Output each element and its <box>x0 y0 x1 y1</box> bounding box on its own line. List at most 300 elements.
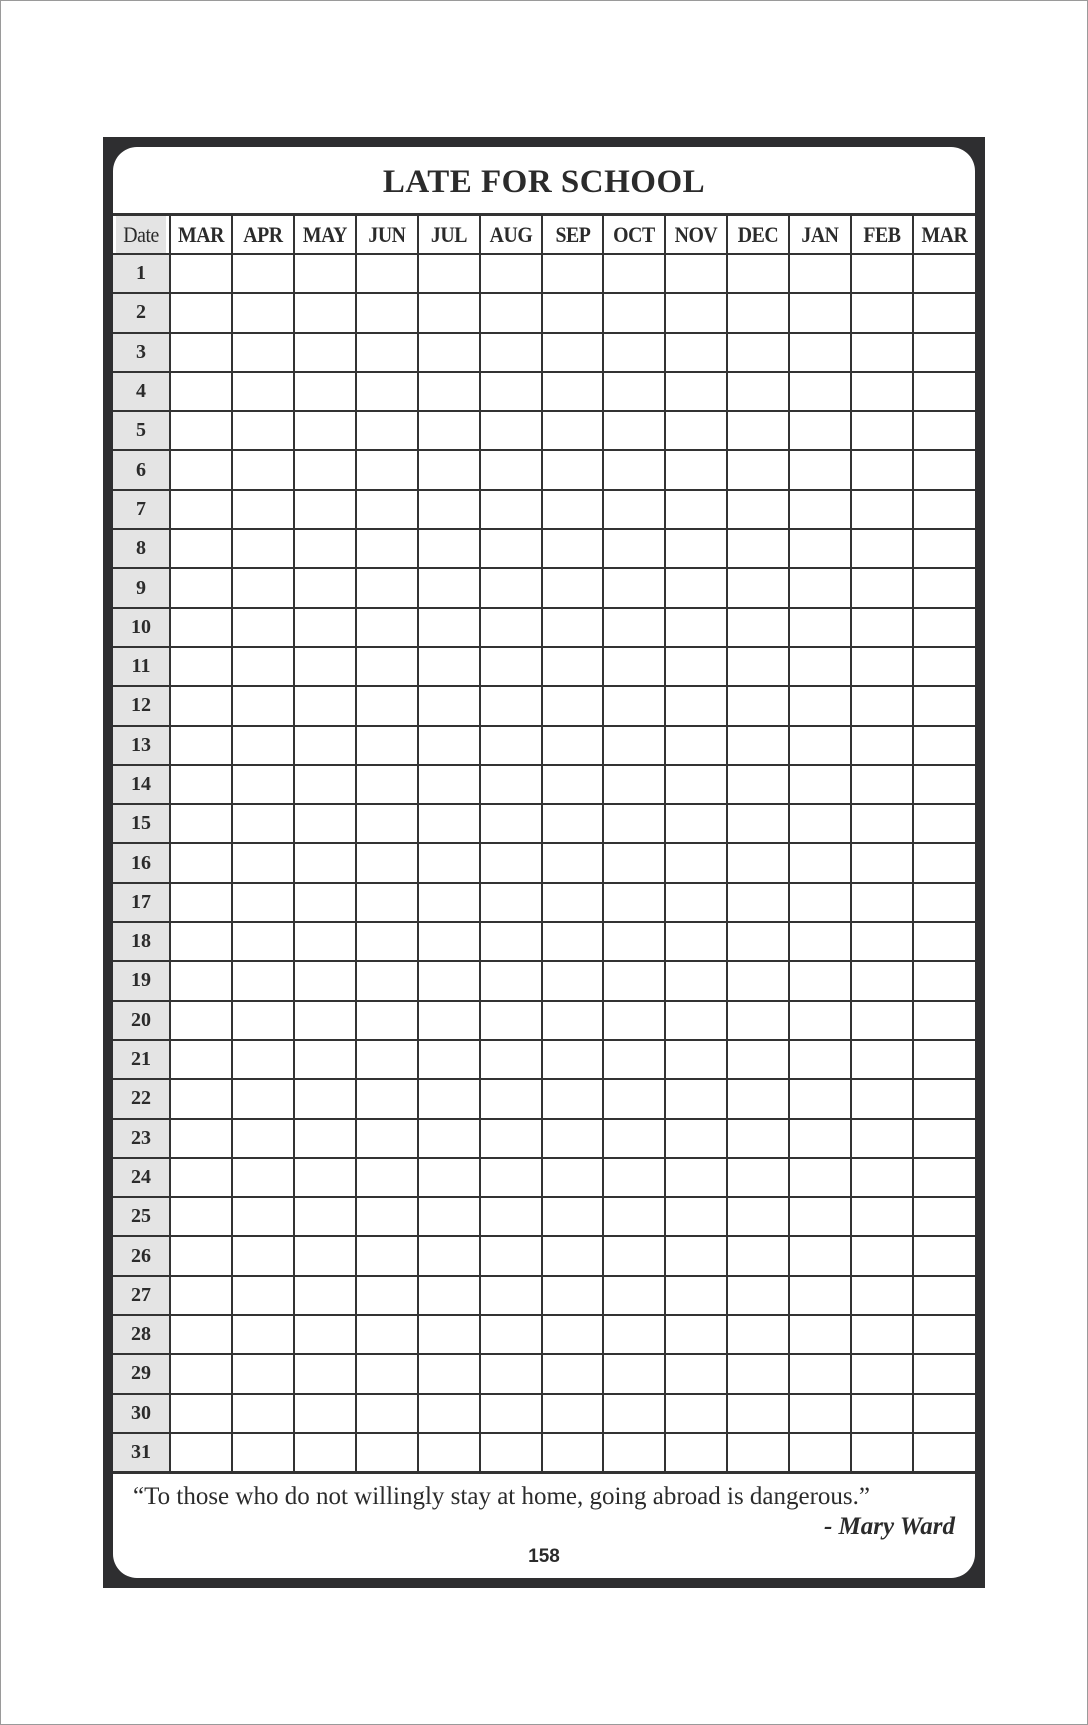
entry-cell[interactable] <box>480 843 542 882</box>
entry-cell[interactable] <box>480 333 542 372</box>
entry-cell[interactable] <box>913 1197 975 1236</box>
entry-cell[interactable] <box>170 765 232 804</box>
entry-cell[interactable] <box>913 333 975 372</box>
entry-cell[interactable] <box>356 450 418 489</box>
entry-cell[interactable] <box>665 883 727 922</box>
entry-cell[interactable] <box>170 1158 232 1197</box>
entry-cell[interactable] <box>727 411 789 450</box>
entry-cell[interactable] <box>232 490 294 529</box>
entry-cell[interactable] <box>294 1236 356 1275</box>
entry-cell[interactable] <box>294 961 356 1000</box>
entry-cell[interactable] <box>913 450 975 489</box>
entry-cell[interactable] <box>356 1433 418 1473</box>
entry-cell[interactable] <box>727 1433 789 1473</box>
entry-cell[interactable] <box>665 1236 727 1275</box>
entry-cell[interactable] <box>851 372 913 411</box>
entry-cell[interactable] <box>418 1236 480 1275</box>
entry-cell[interactable] <box>727 726 789 765</box>
entry-cell[interactable] <box>542 529 604 568</box>
entry-cell[interactable] <box>542 1394 604 1433</box>
entry-cell[interactable] <box>913 922 975 961</box>
entry-cell[interactable] <box>356 1315 418 1354</box>
entry-cell[interactable] <box>603 804 665 843</box>
entry-cell[interactable] <box>789 450 851 489</box>
entry-cell[interactable] <box>851 647 913 686</box>
entry-cell[interactable] <box>603 490 665 529</box>
entry-cell[interactable] <box>851 961 913 1000</box>
entry-cell[interactable] <box>603 1158 665 1197</box>
entry-cell[interactable] <box>913 1276 975 1315</box>
entry-cell[interactable] <box>294 1197 356 1236</box>
entry-cell[interactable] <box>665 765 727 804</box>
entry-cell[interactable] <box>480 608 542 647</box>
entry-cell[interactable] <box>542 1354 604 1393</box>
entry-cell[interactable] <box>356 568 418 607</box>
entry-cell[interactable] <box>913 1315 975 1354</box>
entry-cell[interactable] <box>480 647 542 686</box>
entry-cell[interactable] <box>727 254 789 293</box>
entry-cell[interactable] <box>480 686 542 725</box>
entry-cell[interactable] <box>542 1197 604 1236</box>
entry-cell[interactable] <box>294 1276 356 1315</box>
entry-cell[interactable] <box>294 1315 356 1354</box>
entry-cell[interactable] <box>294 1040 356 1079</box>
entry-cell[interactable] <box>913 686 975 725</box>
entry-cell[interactable] <box>170 608 232 647</box>
entry-cell[interactable] <box>851 765 913 804</box>
entry-cell[interactable] <box>418 843 480 882</box>
entry-cell[interactable] <box>603 1197 665 1236</box>
entry-cell[interactable] <box>232 1394 294 1433</box>
entry-cell[interactable] <box>232 254 294 293</box>
entry-cell[interactable] <box>727 961 789 1000</box>
entry-cell[interactable] <box>603 293 665 332</box>
entry-cell[interactable] <box>232 1197 294 1236</box>
entry-cell[interactable] <box>418 1394 480 1433</box>
entry-cell[interactable] <box>356 1354 418 1393</box>
entry-cell[interactable] <box>727 490 789 529</box>
entry-cell[interactable] <box>232 333 294 372</box>
entry-cell[interactable] <box>665 804 727 843</box>
entry-cell[interactable] <box>294 765 356 804</box>
entry-cell[interactable] <box>356 372 418 411</box>
entry-cell[interactable] <box>913 647 975 686</box>
entry-cell[interactable] <box>232 1433 294 1473</box>
entry-cell[interactable] <box>851 568 913 607</box>
entry-cell[interactable] <box>913 1001 975 1040</box>
entry-cell[interactable] <box>665 1001 727 1040</box>
entry-cell[interactable] <box>603 1354 665 1393</box>
entry-cell[interactable] <box>727 1276 789 1315</box>
entry-cell[interactable] <box>913 1158 975 1197</box>
entry-cell[interactable] <box>851 1079 913 1118</box>
entry-cell[interactable] <box>603 254 665 293</box>
entry-cell[interactable] <box>418 372 480 411</box>
entry-cell[interactable] <box>727 1197 789 1236</box>
entry-cell[interactable] <box>356 686 418 725</box>
entry-cell[interactable] <box>913 1079 975 1118</box>
entry-cell[interactable] <box>542 254 604 293</box>
entry-cell[interactable] <box>356 1197 418 1236</box>
entry-cell[interactable] <box>789 804 851 843</box>
entry-cell[interactable] <box>789 686 851 725</box>
entry-cell[interactable] <box>665 490 727 529</box>
entry-cell[interactable] <box>727 647 789 686</box>
entry-cell[interactable] <box>232 1236 294 1275</box>
entry-cell[interactable] <box>665 1197 727 1236</box>
entry-cell[interactable] <box>542 1001 604 1040</box>
entry-cell[interactable] <box>294 726 356 765</box>
entry-cell[interactable] <box>418 726 480 765</box>
entry-cell[interactable] <box>913 1433 975 1473</box>
entry-cell[interactable] <box>356 529 418 568</box>
entry-cell[interactable] <box>232 293 294 332</box>
entry-cell[interactable] <box>294 922 356 961</box>
entry-cell[interactable] <box>727 293 789 332</box>
entry-cell[interactable] <box>294 333 356 372</box>
entry-cell[interactable] <box>603 883 665 922</box>
entry-cell[interactable] <box>480 490 542 529</box>
entry-cell[interactable] <box>232 883 294 922</box>
entry-cell[interactable] <box>603 686 665 725</box>
entry-cell[interactable] <box>480 1276 542 1315</box>
entry-cell[interactable] <box>170 1433 232 1473</box>
entry-cell[interactable] <box>480 922 542 961</box>
entry-cell[interactable] <box>727 608 789 647</box>
entry-cell[interactable] <box>170 293 232 332</box>
entry-cell[interactable] <box>665 568 727 607</box>
entry-cell[interactable] <box>356 961 418 1000</box>
entry-cell[interactable] <box>665 961 727 1000</box>
entry-cell[interactable] <box>542 686 604 725</box>
entry-cell[interactable] <box>418 961 480 1000</box>
entry-cell[interactable] <box>542 1079 604 1118</box>
entry-cell[interactable] <box>913 372 975 411</box>
entry-cell[interactable] <box>542 1158 604 1197</box>
entry-cell[interactable] <box>418 450 480 489</box>
entry-cell[interactable] <box>294 1158 356 1197</box>
entry-cell[interactable] <box>851 411 913 450</box>
entry-cell[interactable] <box>789 883 851 922</box>
entry-cell[interactable] <box>232 411 294 450</box>
entry-cell[interactable] <box>789 1158 851 1197</box>
entry-cell[interactable] <box>232 568 294 607</box>
entry-cell[interactable] <box>603 1119 665 1158</box>
entry-cell[interactable] <box>789 765 851 804</box>
entry-cell[interactable] <box>789 1276 851 1315</box>
entry-cell[interactable] <box>294 1079 356 1118</box>
entry-cell[interactable] <box>418 1315 480 1354</box>
entry-cell[interactable] <box>480 411 542 450</box>
entry-cell[interactable] <box>665 1433 727 1473</box>
entry-cell[interactable] <box>418 293 480 332</box>
entry-cell[interactable] <box>356 1158 418 1197</box>
entry-cell[interactable] <box>727 372 789 411</box>
entry-cell[interactable] <box>170 686 232 725</box>
entry-cell[interactable] <box>603 843 665 882</box>
entry-cell[interactable] <box>294 647 356 686</box>
entry-cell[interactable] <box>542 1315 604 1354</box>
entry-cell[interactable] <box>789 372 851 411</box>
entry-cell[interactable] <box>851 1197 913 1236</box>
entry-cell[interactable] <box>727 1040 789 1079</box>
entry-cell[interactable] <box>480 1001 542 1040</box>
entry-cell[interactable] <box>170 1276 232 1315</box>
entry-cell[interactable] <box>913 1040 975 1079</box>
entry-cell[interactable] <box>170 1394 232 1433</box>
entry-cell[interactable] <box>665 411 727 450</box>
entry-cell[interactable] <box>294 843 356 882</box>
entry-cell[interactable] <box>418 1354 480 1393</box>
entry-cell[interactable] <box>603 372 665 411</box>
entry-cell[interactable] <box>913 293 975 332</box>
entry-cell[interactable] <box>851 1315 913 1354</box>
entry-cell[interactable] <box>356 1079 418 1118</box>
entry-cell[interactable] <box>356 490 418 529</box>
entry-cell[interactable] <box>418 804 480 843</box>
entry-cell[interactable] <box>603 1394 665 1433</box>
entry-cell[interactable] <box>170 1197 232 1236</box>
entry-cell[interactable] <box>913 1354 975 1393</box>
entry-cell[interactable] <box>603 961 665 1000</box>
entry-cell[interactable] <box>542 647 604 686</box>
entry-cell[interactable] <box>851 922 913 961</box>
entry-cell[interactable] <box>603 568 665 607</box>
entry-cell[interactable] <box>418 1158 480 1197</box>
entry-cell[interactable] <box>727 883 789 922</box>
entry-cell[interactable] <box>913 1394 975 1433</box>
entry-cell[interactable] <box>294 529 356 568</box>
entry-cell[interactable] <box>170 529 232 568</box>
entry-cell[interactable] <box>418 1276 480 1315</box>
entry-cell[interactable] <box>232 608 294 647</box>
entry-cell[interactable] <box>294 883 356 922</box>
entry-cell[interactable] <box>789 1433 851 1473</box>
entry-cell[interactable] <box>170 411 232 450</box>
entry-cell[interactable] <box>851 1001 913 1040</box>
entry-cell[interactable] <box>665 1079 727 1118</box>
entry-cell[interactable] <box>480 1236 542 1275</box>
entry-cell[interactable] <box>542 726 604 765</box>
entry-cell[interactable] <box>356 883 418 922</box>
entry-cell[interactable] <box>789 293 851 332</box>
entry-cell[interactable] <box>542 608 604 647</box>
entry-cell[interactable] <box>789 1394 851 1433</box>
entry-cell[interactable] <box>356 804 418 843</box>
entry-cell[interactable] <box>789 1197 851 1236</box>
entry-cell[interactable] <box>665 293 727 332</box>
entry-cell[interactable] <box>294 293 356 332</box>
entry-cell[interactable] <box>603 1079 665 1118</box>
entry-cell[interactable] <box>665 922 727 961</box>
entry-cell[interactable] <box>170 1040 232 1079</box>
entry-cell[interactable] <box>480 961 542 1000</box>
entry-cell[interactable] <box>294 1394 356 1433</box>
entry-cell[interactable] <box>542 333 604 372</box>
entry-cell[interactable] <box>294 568 356 607</box>
entry-cell[interactable] <box>789 568 851 607</box>
entry-cell[interactable] <box>232 1119 294 1158</box>
entry-cell[interactable] <box>789 529 851 568</box>
entry-cell[interactable] <box>232 1001 294 1040</box>
entry-cell[interactable] <box>851 490 913 529</box>
entry-cell[interactable] <box>789 726 851 765</box>
entry-cell[interactable] <box>356 1040 418 1079</box>
entry-cell[interactable] <box>851 1354 913 1393</box>
entry-cell[interactable] <box>851 1394 913 1433</box>
entry-cell[interactable] <box>727 529 789 568</box>
entry-cell[interactable] <box>418 883 480 922</box>
entry-cell[interactable] <box>356 608 418 647</box>
entry-cell[interactable] <box>727 1001 789 1040</box>
entry-cell[interactable] <box>913 883 975 922</box>
entry-cell[interactable] <box>542 1119 604 1158</box>
entry-cell[interactable] <box>727 922 789 961</box>
entry-cell[interactable] <box>789 1354 851 1393</box>
entry-cell[interactable] <box>480 1040 542 1079</box>
entry-cell[interactable] <box>232 961 294 1000</box>
entry-cell[interactable] <box>789 1236 851 1275</box>
entry-cell[interactable] <box>480 1394 542 1433</box>
entry-cell[interactable] <box>851 529 913 568</box>
entry-cell[interactable] <box>851 726 913 765</box>
entry-cell[interactable] <box>232 765 294 804</box>
entry-cell[interactable] <box>789 411 851 450</box>
entry-cell[interactable] <box>480 293 542 332</box>
entry-cell[interactable] <box>418 411 480 450</box>
entry-cell[interactable] <box>542 1276 604 1315</box>
entry-cell[interactable] <box>665 1315 727 1354</box>
entry-cell[interactable] <box>418 1433 480 1473</box>
entry-cell[interactable] <box>789 922 851 961</box>
entry-cell[interactable] <box>418 1197 480 1236</box>
entry-cell[interactable] <box>170 490 232 529</box>
entry-cell[interactable] <box>480 450 542 489</box>
entry-cell[interactable] <box>542 293 604 332</box>
entry-cell[interactable] <box>170 883 232 922</box>
entry-cell[interactable] <box>356 922 418 961</box>
entry-cell[interactable] <box>418 765 480 804</box>
entry-cell[interactable] <box>294 686 356 725</box>
entry-cell[interactable] <box>665 529 727 568</box>
entry-cell[interactable] <box>913 804 975 843</box>
entry-cell[interactable] <box>603 726 665 765</box>
entry-cell[interactable] <box>603 647 665 686</box>
entry-cell[interactable] <box>789 608 851 647</box>
entry-cell[interactable] <box>789 254 851 293</box>
entry-cell[interactable] <box>418 1119 480 1158</box>
entry-cell[interactable] <box>294 1354 356 1393</box>
entry-cell[interactable] <box>480 1197 542 1236</box>
entry-cell[interactable] <box>542 804 604 843</box>
entry-cell[interactable] <box>665 686 727 725</box>
entry-cell[interactable] <box>851 843 913 882</box>
entry-cell[interactable] <box>913 726 975 765</box>
entry-cell[interactable] <box>232 450 294 489</box>
entry-cell[interactable] <box>913 490 975 529</box>
entry-cell[interactable] <box>727 1315 789 1354</box>
entry-cell[interactable] <box>542 490 604 529</box>
entry-cell[interactable] <box>480 726 542 765</box>
entry-cell[interactable] <box>480 804 542 843</box>
entry-cell[interactable] <box>603 1040 665 1079</box>
entry-cell[interactable] <box>232 1040 294 1079</box>
entry-cell[interactable] <box>913 254 975 293</box>
entry-cell[interactable] <box>727 686 789 725</box>
entry-cell[interactable] <box>294 450 356 489</box>
entry-cell[interactable] <box>542 922 604 961</box>
entry-cell[interactable] <box>665 372 727 411</box>
entry-cell[interactable] <box>294 254 356 293</box>
entry-cell[interactable] <box>789 1079 851 1118</box>
entry-cell[interactable] <box>418 647 480 686</box>
entry-cell[interactable] <box>170 1236 232 1275</box>
entry-cell[interactable] <box>294 372 356 411</box>
entry-cell[interactable] <box>665 254 727 293</box>
entry-cell[interactable] <box>542 372 604 411</box>
entry-cell[interactable] <box>542 1040 604 1079</box>
entry-cell[interactable] <box>170 1315 232 1354</box>
entry-cell[interactable] <box>913 411 975 450</box>
entry-cell[interactable] <box>727 804 789 843</box>
entry-cell[interactable] <box>665 843 727 882</box>
entry-cell[interactable] <box>542 411 604 450</box>
entry-cell[interactable] <box>294 1433 356 1473</box>
entry-cell[interactable] <box>170 804 232 843</box>
entry-cell[interactable] <box>727 1158 789 1197</box>
entry-cell[interactable] <box>294 490 356 529</box>
entry-cell[interactable] <box>356 1236 418 1275</box>
entry-cell[interactable] <box>418 922 480 961</box>
entry-cell[interactable] <box>170 1119 232 1158</box>
entry-cell[interactable] <box>727 333 789 372</box>
entry-cell[interactable] <box>480 1433 542 1473</box>
entry-cell[interactable] <box>542 843 604 882</box>
entry-cell[interactable] <box>665 1040 727 1079</box>
entry-cell[interactable] <box>727 450 789 489</box>
entry-cell[interactable] <box>603 450 665 489</box>
entry-cell[interactable] <box>727 1354 789 1393</box>
entry-cell[interactable] <box>418 608 480 647</box>
entry-cell[interactable] <box>913 608 975 647</box>
entry-cell[interactable] <box>665 608 727 647</box>
entry-cell[interactable] <box>542 1433 604 1473</box>
entry-cell[interactable] <box>170 961 232 1000</box>
entry-cell[interactable] <box>170 1079 232 1118</box>
entry-cell[interactable] <box>851 1276 913 1315</box>
entry-cell[interactable] <box>356 293 418 332</box>
entry-cell[interactable] <box>665 1158 727 1197</box>
entry-cell[interactable] <box>294 1119 356 1158</box>
entry-cell[interactable] <box>232 726 294 765</box>
entry-cell[interactable] <box>418 490 480 529</box>
entry-cell[interactable] <box>418 686 480 725</box>
entry-cell[interactable] <box>913 1119 975 1158</box>
entry-cell[interactable] <box>913 529 975 568</box>
entry-cell[interactable] <box>727 1119 789 1158</box>
entry-cell[interactable] <box>851 1040 913 1079</box>
entry-cell[interactable] <box>789 961 851 1000</box>
entry-cell[interactable] <box>480 1315 542 1354</box>
entry-cell[interactable] <box>418 529 480 568</box>
entry-cell[interactable] <box>232 647 294 686</box>
entry-cell[interactable] <box>170 450 232 489</box>
entry-cell[interactable] <box>727 765 789 804</box>
entry-cell[interactable] <box>232 1079 294 1118</box>
entry-cell[interactable] <box>170 726 232 765</box>
entry-cell[interactable] <box>170 1001 232 1040</box>
entry-cell[interactable] <box>294 411 356 450</box>
